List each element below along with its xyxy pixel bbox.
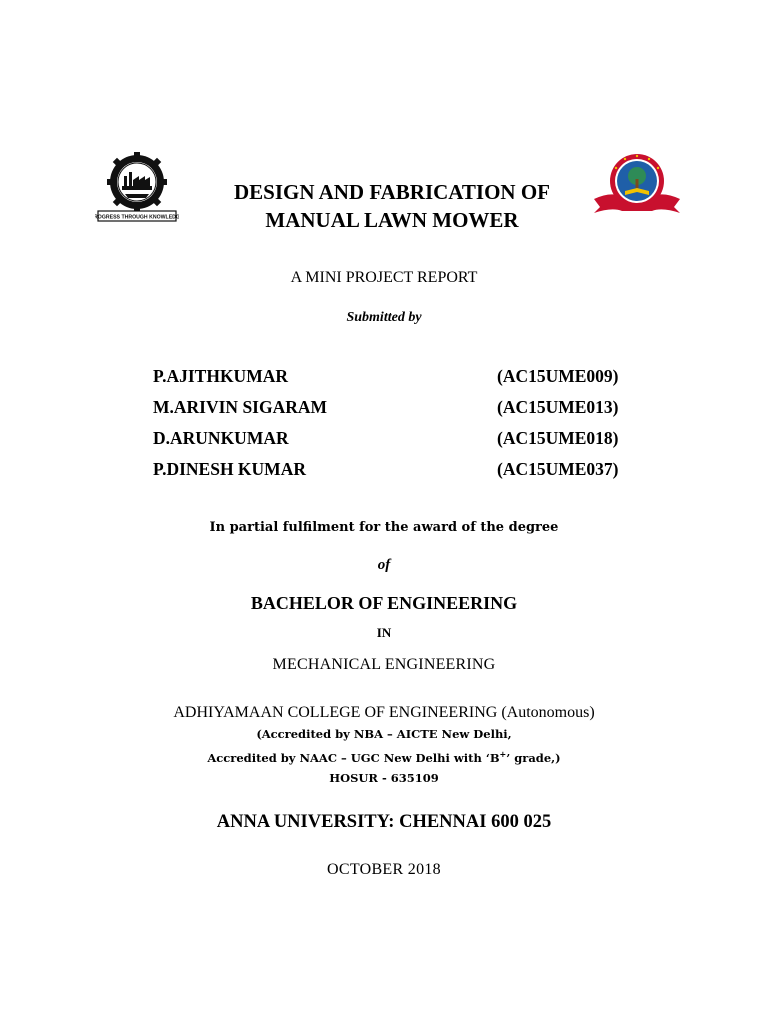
accreditation-line-2-post: ’ grade,) [506, 750, 561, 765]
partial-fulfilment: In partial fulfilment for the award of the degree [209, 520, 559, 535]
grade-superscript: + [499, 749, 507, 759]
anna-motto-text: PROGRESS THROUGH KNOWLEDGE [95, 214, 179, 221]
student-roll: (AC15UME018) [497, 428, 619, 448]
title-line-1: DESIGN AND FABRICATION OF [233, 180, 550, 204]
anna-university-logo [95, 152, 179, 224]
adhiyamaan-college-logo [592, 151, 682, 219]
degree-name: BACHELOR OF ENGINEERING [250, 593, 518, 613]
student-name: M.ARIVIN SIGARAM [153, 397, 328, 417]
accreditation-line-2-pre: Accredited by NAAC – UGC New Delhi with ‘B [207, 750, 500, 765]
report-type: A MINI PROJECT REPORT [290, 269, 478, 286]
student-roll: (AC15UME013) [497, 397, 619, 417]
student-roll: (AC15UME009) [497, 366, 619, 386]
title-line-2: MANUAL LAWN MOWER [265, 208, 519, 232]
college-name: ADHIYAMAAN COLLEGE OF ENGINEERING (Autonomous) [173, 704, 595, 721]
of-text: of [377, 557, 391, 573]
submitted-by: Submitted by [346, 310, 422, 325]
accreditation-line-2 [0, 749, 768, 765]
student-name: D.ARUNKUMAR [153, 428, 289, 448]
report-date: OCTOBER 2018 [327, 861, 441, 878]
student-name: P.AJITHKUMAR [153, 366, 288, 386]
branch-name: MECHANICAL ENGINEERING [272, 656, 496, 673]
college-address: HOSUR - 635109 [329, 771, 439, 785]
student-roll: (AC15UME037) [497, 459, 619, 479]
university-name: ANNA UNIVERSITY: CHENNAI 600 025 [216, 812, 552, 832]
in-text: IN [376, 625, 392, 640]
student-name: P.DINESH KUMAR [153, 459, 306, 479]
accreditation-line-1: (Accredited by NBA – AICTE New Delhi, [256, 727, 512, 741]
